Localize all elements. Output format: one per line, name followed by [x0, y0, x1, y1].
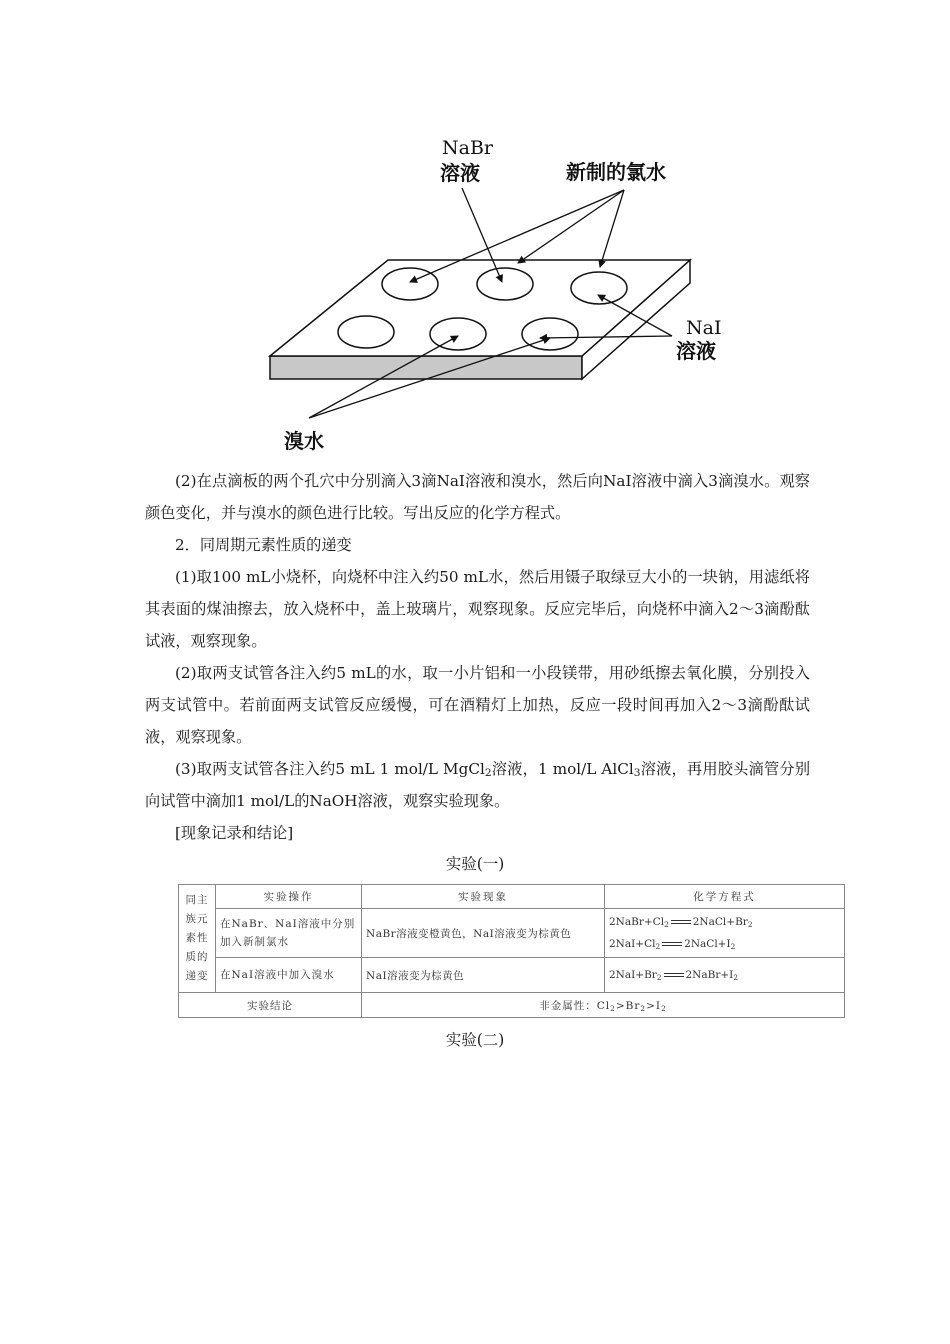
conclusion-sub: 2	[610, 1003, 616, 1013]
well-back-2	[477, 268, 533, 300]
equation-line	[609, 964, 840, 986]
table-row	[179, 909, 845, 958]
side-label-line: 素性	[185, 932, 209, 944]
alcl3-subscript: 3	[633, 766, 641, 779]
paragraph-step-2-line2: 溴水。观察颜色变化，并与溴水的颜色进行比较。写出反应的化学方程式。	[145, 472, 810, 522]
conclusion-item: Cl	[596, 999, 611, 1012]
side-label-line: 递变	[185, 970, 209, 982]
label-nabr-line1: NaBr	[442, 137, 493, 159]
plate-front-face	[270, 356, 582, 379]
record-heading: [现象记录和结论]	[175, 824, 294, 842]
conclusion-label: 实验结论	[179, 993, 362, 1018]
header-phenomenon: 实验现象	[362, 885, 605, 909]
equation-right: 2NaCl+I	[684, 938, 731, 950]
table-header-row	[179, 885, 845, 909]
equals-sign	[664, 973, 684, 977]
conclusion-prefix: 非金属性：	[539, 999, 597, 1012]
conclusion-value	[362, 993, 845, 1018]
paragraph-step-2-line1: (2)在点滴板的两个孔穴中分别滴入3滴NaI溶液和溴水，然后向NaI溶液中滴入3滴	[175, 472, 734, 490]
header-equation: 化学方程式	[605, 885, 845, 909]
label-nai-line1: NaI	[686, 317, 722, 339]
operation-cell: 在NaBr、NaI溶液中分别加入新制氯水	[216, 909, 362, 958]
conclusion-sep: >	[646, 999, 656, 1012]
equation-right: 2NaCl+Br	[692, 916, 748, 928]
phenomenon-cell: NaBr溶液变橙黄色，NaI溶液变为棕黄色	[362, 909, 605, 958]
equation-sub: 2	[664, 920, 669, 929]
equation-left: 2NaI+Br	[609, 969, 657, 981]
paragraph-period-3-a: (3)取两支试管各注入约5 mL 1 mol/L MgCl	[175, 760, 485, 778]
spot-plate-figure	[0, 0, 950, 470]
equals-sign	[662, 942, 682, 946]
paragraph-step-2	[145, 465, 810, 529]
experiment-2-title: 实验(二)	[445, 1031, 505, 1049]
equation-sub: 2	[656, 973, 662, 982]
paragraph-period-2: (2)取两支试管各注入约5 mL的水，取一小片铝和一小段镁带，用砂纸擦去氧化膜，分别投入两支试管中。若前面两支试管反应缓慢，可在酒精灯上加热，反应一段时间再加入2～3滴酚酞试液，观察现象。	[145, 664, 810, 746]
equation-line	[609, 911, 840, 933]
header-operation: 实验操作	[216, 885, 362, 909]
equation-sub: 2	[747, 920, 753, 929]
equation-left: 2NaI+Cl	[609, 938, 656, 950]
equation-cell	[605, 909, 845, 958]
experiment-1-title: 实验(一)	[445, 855, 505, 873]
phenomenon-cell: NaI溶液变为棕黄色	[362, 958, 605, 993]
conclusion-item: Br	[625, 999, 641, 1012]
experiment-1-table	[178, 884, 845, 1018]
label-nabr-line2: 溶液	[440, 161, 480, 185]
paragraph-period-1: (1)取100 mL小烧杯，向烧杯中注入约50 mL水，然后用镊子取绿豆大小的一块钠，用滤纸将其表面的煤油擦去，放入烧杯中，盖上玻璃片，观察现象。反应完毕后，向烧杯中滴入2～3滴酚酞试液，观察现象。	[145, 568, 810, 650]
table-row	[179, 958, 845, 993]
well-front-2	[430, 318, 486, 350]
conclusion-sep: >	[615, 999, 626, 1012]
side-label-line: 族元	[185, 913, 209, 925]
well-back-1	[382, 268, 438, 300]
well-back-3	[571, 272, 627, 304]
arrow-chlorine-3	[600, 190, 624, 267]
mgcl2-subscript: 2	[484, 766, 492, 779]
label-bromine-water: 溴水	[284, 429, 324, 453]
equation-left: 2NaBr+Cl	[609, 916, 665, 928]
well-front-3	[522, 318, 578, 350]
arrow-chlorine-2	[518, 190, 624, 263]
equation-sub: 2	[733, 973, 738, 982]
paragraph-period-3-b: 溶液，1 mol/L AlCl	[491, 760, 634, 778]
equation-sub: 2	[655, 942, 661, 951]
equals-sign	[671, 920, 691, 924]
equation-cell	[605, 958, 845, 993]
operation-cell: 在NaI溶液中加入溴水	[216, 958, 362, 993]
label-nai-line2: 溶液	[676, 339, 716, 363]
label-chlorine-water: 新制的氯水	[566, 160, 666, 184]
section-heading-2: 2．同周期元素性质的递变	[175, 536, 352, 554]
conclusion-item: I	[655, 999, 662, 1012]
paragraph-period-3-c: 溶液，再用胶头滴管分别向试管中滴加1 mol/L的NaOH溶液，观察实验现象。	[145, 760, 811, 810]
equation-line	[609, 933, 840, 955]
conclusion-row	[179, 993, 845, 1018]
side-label-line: 同主	[185, 894, 209, 906]
well-front-1	[338, 316, 394, 348]
paragraph-period-3	[145, 753, 810, 817]
conclusion-sub: 2	[661, 1003, 667, 1013]
equation-sub: 2	[730, 942, 736, 951]
side-label	[179, 885, 216, 993]
side-label-line: 质的	[185, 951, 209, 963]
equation-right: 2NaBr+I	[685, 969, 734, 981]
conclusion-sub: 2	[640, 1003, 647, 1013]
